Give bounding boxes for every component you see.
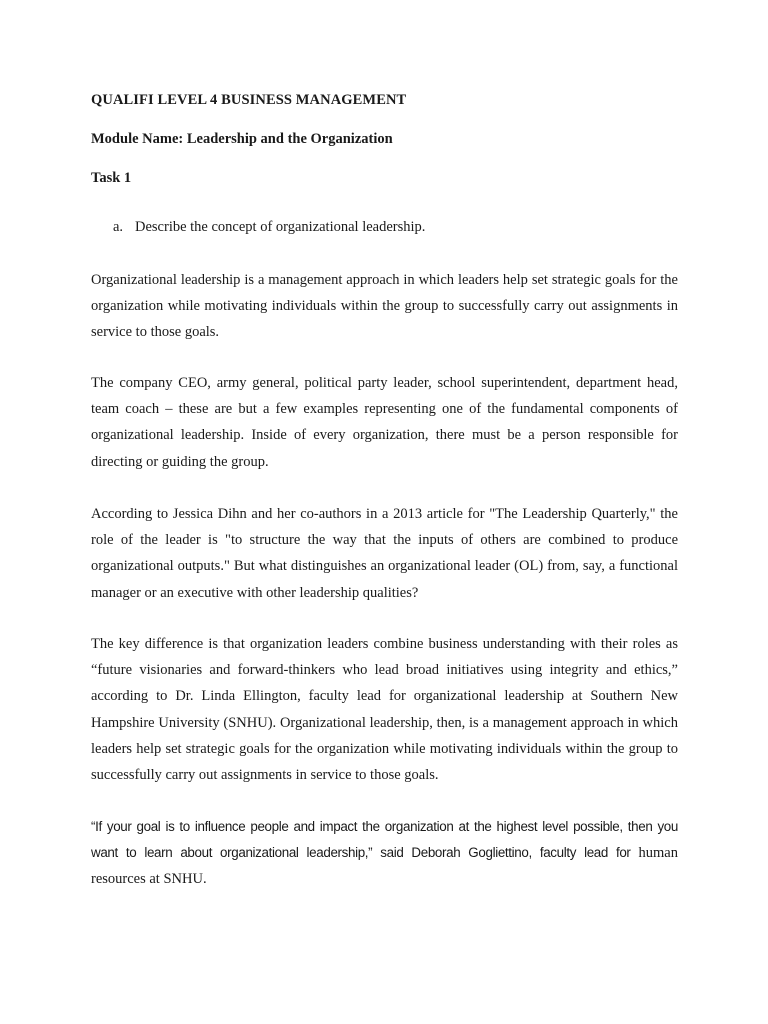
module-name-heading: Module Name: Leadership and the Organization (91, 131, 393, 147)
quote-text: “If your goal is to influence people and impact the organization at the highest level possible, then you want to learn about organizational leadership,” said Deborah Gogliettino, faculty lead for (91, 819, 678, 861)
paragraph-key-difference: The key difference is that organization leaders combine business understanding with their roles as “future visionaries and forward-thinkers who lead broad initiatives using integrity and ethics,” according to Dr. Linda Ellington, faculty lead for organizational leadership at Southern New Hampshire University (SNHU). Organizational leadership, then, is a management approach in which leaders help set strategic goals for the organization while motivating individuals within the group to successfully carry out assignments in service to those goals. (91, 636, 678, 784)
document-title: QUALIFI LEVEL 4 BUSINESS MANAGEMENT (91, 92, 407, 108)
question-text: Describe the concept of organizational leadership. (135, 219, 426, 235)
task-heading: Task 1 (91, 170, 132, 186)
paragraph-leader-role: According to Jessica Dihn and her co-authors in a 2013 article for "The Leadership Quarterly," the role of the leader is "to structure the way that the inputs of others are combined to produce organizational outputs." But what distinguishes an organizational leader (OL) from, say, a functional manager or an executive with other leadership qualities? (91, 506, 678, 601)
paragraph-examples: The company CEO, army general, political party leader, school superintendent, department head, team coach – these are but a few examples representing one of the fundamental components of organizational leadership. Inside of every organization, there must be a person responsible for directing or guiding the group. (91, 375, 678, 470)
quote-attribution-tail: human resources at SNHU. (91, 845, 678, 888)
paragraph-quote (91, 814, 678, 893)
question-marker: a. (113, 219, 124, 235)
question-item (113, 219, 425, 236)
paragraph-definition: Organizational leadership is a management approach in which leaders help set strategic goals for the organization while motivating individuals within the group to successfully carry out assignments in service to those goals. (91, 272, 678, 341)
